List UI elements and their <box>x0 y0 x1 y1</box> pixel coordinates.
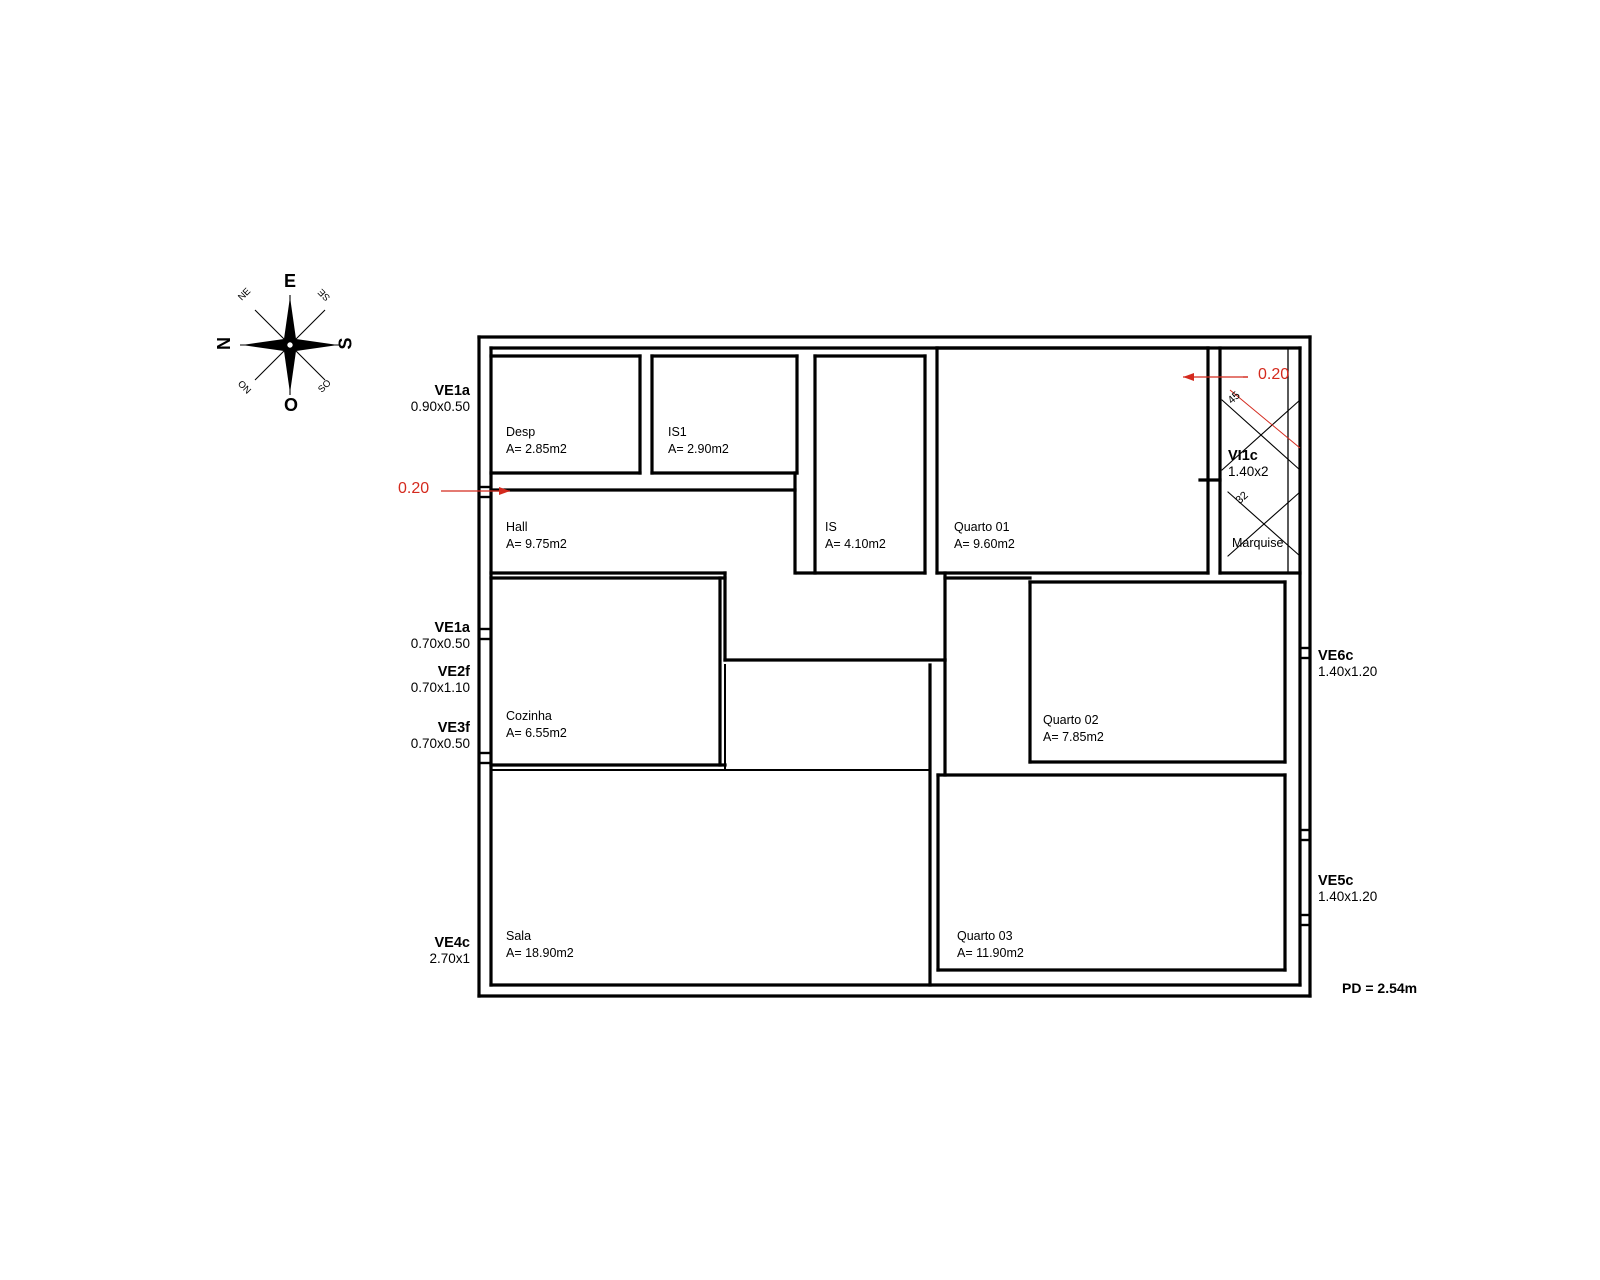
room-label-is1 <box>668 424 729 458</box>
opening-tag-ve6c <box>1318 648 1488 679</box>
compass-label-s: S <box>335 337 356 350</box>
room-area-sala: A= 18.90m2 <box>506 946 574 960</box>
room-label-cozinha <box>506 708 567 742</box>
room-name-sala: Sala <box>506 929 532 943</box>
room-label-quarto02 <box>1043 712 1104 746</box>
opening-code-ve4c: VE4c <box>434 935 470 951</box>
angle-value-45: 45 <box>1225 389 1243 407</box>
room-label-is <box>825 519 886 553</box>
room-label-hall <box>506 519 567 553</box>
room-name-is: IS <box>825 520 837 534</box>
opening-code-ve1a-mid: VE1a <box>434 620 470 636</box>
opening-code-ve5c: VE5c <box>1318 873 1354 889</box>
compass-label-so: SO <box>316 377 334 396</box>
opening-dim-ve2f: 0.70x1.10 <box>410 680 470 695</box>
room-area-cozinha: A= 6.55m2 <box>506 726 567 740</box>
room-label-sala <box>506 928 574 962</box>
opening-tag-ve3f <box>300 720 470 751</box>
wall-thickness-note-left: 0.20 <box>398 480 430 497</box>
room-area-quarto01: A= 9.60m2 <box>954 537 1015 551</box>
room-area-hall: A= 9.75m2 <box>506 537 567 551</box>
opening-dim-vi1c: 1.40x2 <box>1228 464 1269 479</box>
ceiling-height-note: PD = 2.54m <box>1342 980 1418 996</box>
opening-code-ve1a-top: VE1a <box>434 383 470 399</box>
room-name-quarto03: Quarto 03 <box>957 929 1013 943</box>
compass-label-ne: NE <box>236 285 254 304</box>
opening-tag-ve1a-top <box>300 383 470 414</box>
room-area-quarto02: A= 7.85m2 <box>1043 730 1104 744</box>
compass-label-no: NO <box>236 377 255 396</box>
opening-dim-ve1a-top: 0.90x0.50 <box>410 399 470 414</box>
room-name-desp: Desp <box>506 425 536 439</box>
compass-label-e: E <box>284 271 297 291</box>
room-area-desp: A= 2.85m2 <box>506 442 567 456</box>
opening-dim-ve1a-mid: 0.70x0.50 <box>410 636 470 651</box>
opening-code-vi1c: VI1c <box>1228 448 1258 464</box>
opening-dim-ve3f: 0.70x0.50 <box>410 736 470 751</box>
room-label-quarto01 <box>954 519 1015 553</box>
room-label-desp <box>506 424 567 458</box>
compass-label-se: SE <box>315 286 333 303</box>
room-name-quarto01: Quarto 01 <box>954 520 1010 534</box>
room-area-quarto03: A= 11.90m2 <box>957 946 1024 960</box>
room-area-is: A= 4.10m2 <box>825 537 886 551</box>
room-name-hall: Hall <box>506 520 528 534</box>
room-name-quarto02: Quarto 02 <box>1043 713 1099 727</box>
room-name-marquise: Marquise <box>1232 536 1284 550</box>
opening-dim-ve6c: 1.40x1.20 <box>1318 664 1378 679</box>
room-label-marquise <box>1232 535 1283 552</box>
opening-code-ve3f: VE3f <box>437 720 470 736</box>
compass-label-n: N <box>214 337 234 350</box>
opening-dim-ve4c: 2.70x1 <box>429 951 470 966</box>
wall-thickness-note-right: 0.20 <box>1258 366 1290 383</box>
opening-tag-ve4c <box>300 935 470 966</box>
angle-value-32: 32 <box>1233 489 1251 507</box>
opening-code-ve2f: VE2f <box>437 664 470 680</box>
opening-tag-vi1c <box>1228 448 1269 479</box>
compass-label-o: O <box>284 395 299 415</box>
room-name-is1: IS1 <box>668 425 687 439</box>
room-name-cozinha: Cozinha <box>506 709 552 723</box>
opening-tag-ve5c <box>1318 873 1488 904</box>
room-area-is1: A= 2.90m2 <box>668 442 729 456</box>
opening-code-ve6c: VE6c <box>1318 648 1354 664</box>
room-label-quarto03 <box>957 928 1024 962</box>
opening-tag-ve2f <box>300 664 470 695</box>
opening-tag-ve1a-mid <box>300 620 470 651</box>
opening-dim-ve5c: 1.40x1.20 <box>1318 889 1378 904</box>
